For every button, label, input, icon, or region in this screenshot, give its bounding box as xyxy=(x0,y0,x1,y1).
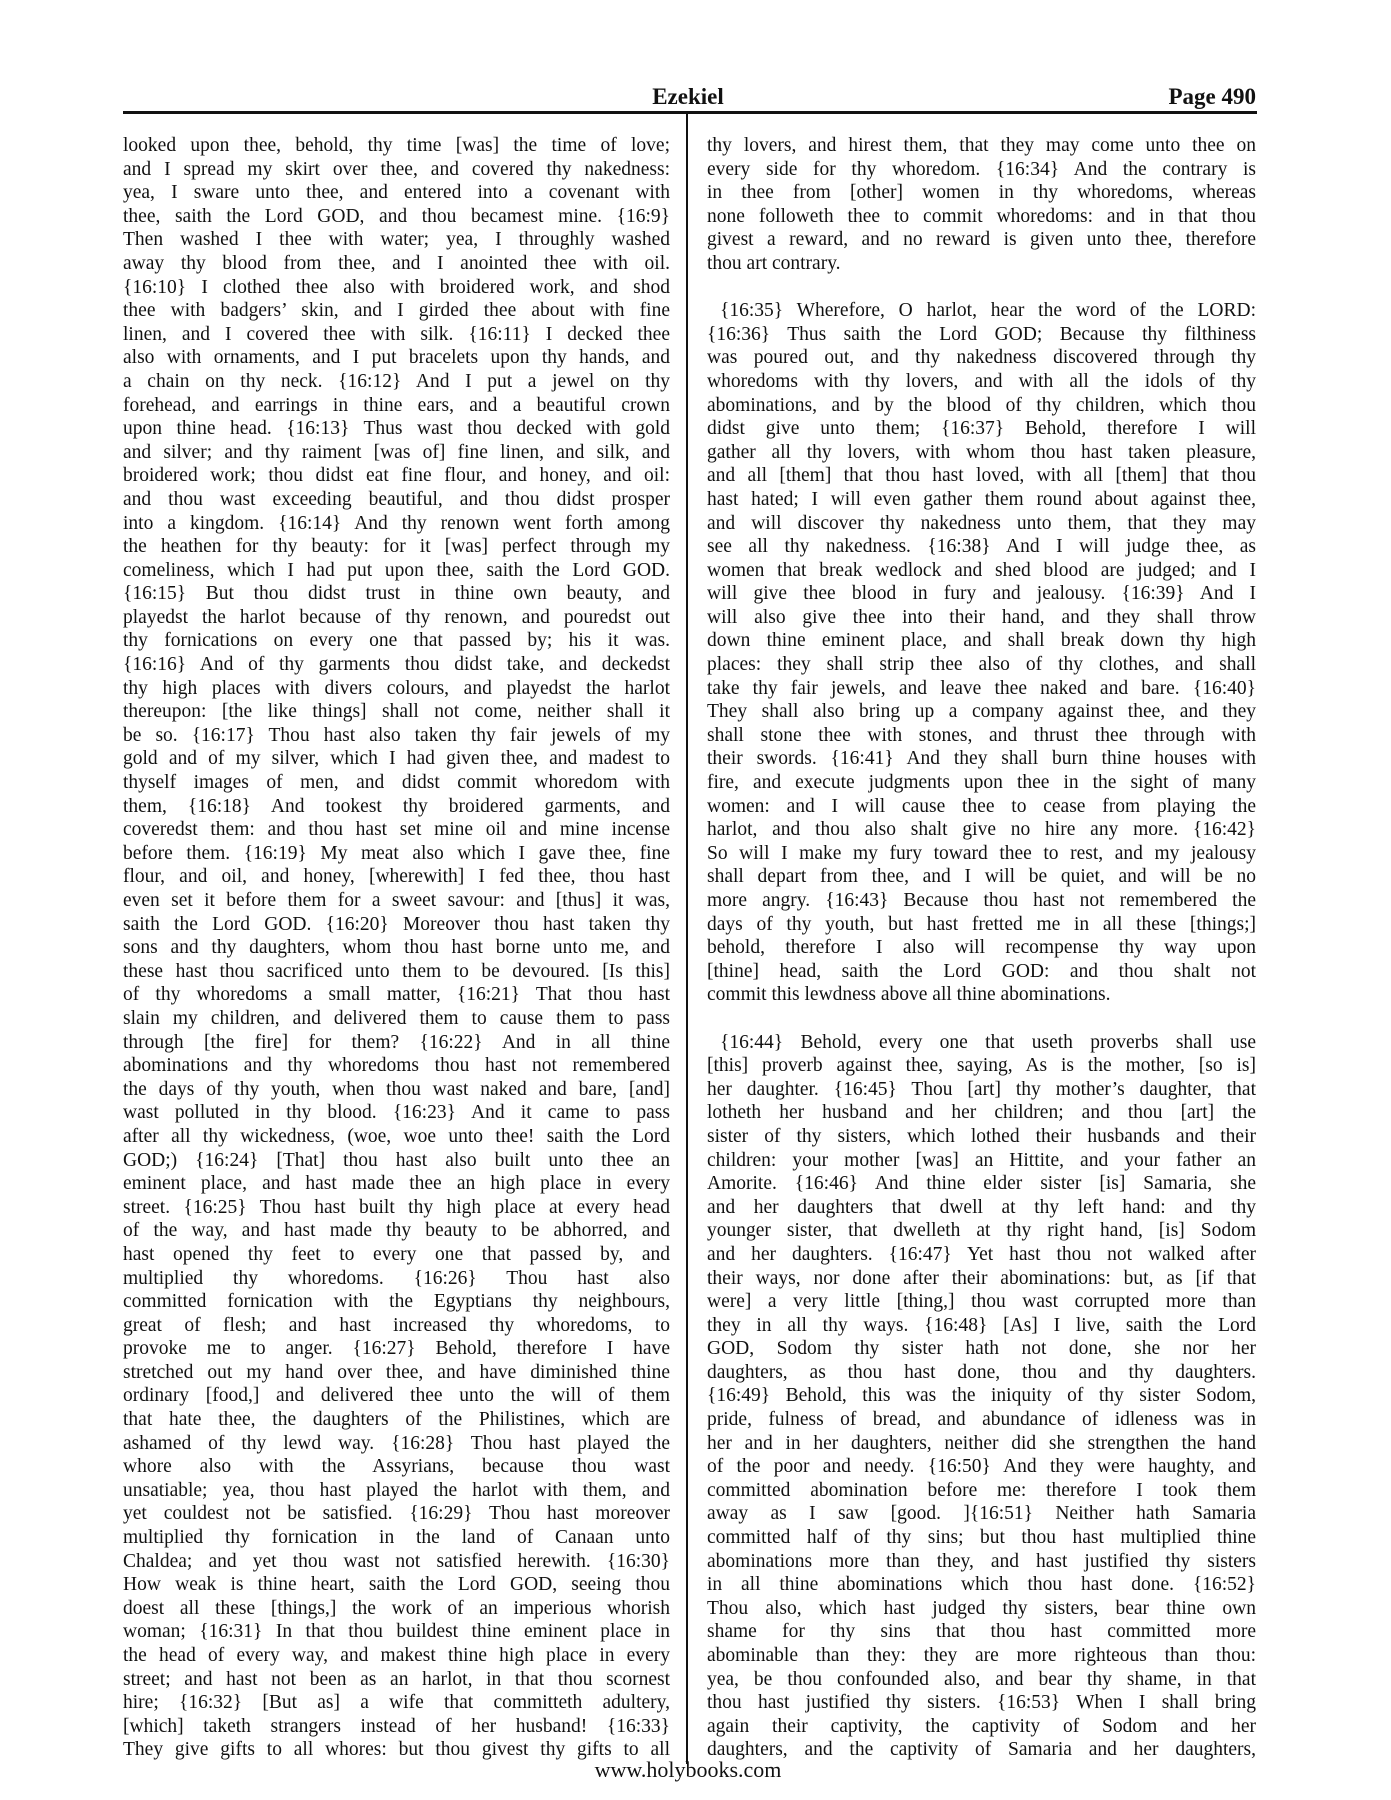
text-line: givest a reward, and no reward is given unto thee, therefore xyxy=(707,229,1256,251)
text-line: thy fornications on every one that passed by; his it was. xyxy=(123,630,670,652)
text-line: the head of every way, and makest thine high place in every xyxy=(123,1645,670,1666)
text-line: every side for thy whoredom. {16:34} And the contrary is xyxy=(707,158,1256,180)
text-line: away thy blood from thee, and I anointed thee with oil. xyxy=(123,252,670,274)
text-line: whore also with the Assyrians, because thou wast xyxy=(123,1456,670,1478)
text-line: [which] taketh strangers instead of her husband! {16:33} xyxy=(123,1715,670,1737)
text-line: the days of thy youth, when thou wast naked and bare, [and] xyxy=(123,1078,670,1100)
text-line: behold, therefore I also will recompense thy way upon xyxy=(707,937,1256,959)
text-line: yea, I sware unto thee, and entered into a covenant with xyxy=(123,182,670,204)
text-line: and I spread my skirt over thee, and covered thy nakedness: xyxy=(123,158,670,180)
text-line: {16:49} Behold, this was the iniquity of thy sister Sodom, xyxy=(707,1385,1256,1407)
text-line: thee, saith the Lord GOD, and thou becamest mine. {16:9} xyxy=(123,205,670,227)
text-line: gold and of my silver, which I had given thee, and madest to xyxy=(123,748,670,770)
book-title: Ezekiel xyxy=(652,84,724,109)
text-line: committed abomination before me: therefore I took them xyxy=(707,1479,1256,1501)
text-line: doest all these [things,] the work of an imperious whorish xyxy=(123,1597,670,1619)
text-line: down thine eminent place, and shall break down thy high xyxy=(707,630,1256,652)
paragraph-gap xyxy=(707,1007,1256,1031)
text-line: through [the fire] for them? {16:22} And in all thine xyxy=(123,1031,670,1053)
text-line: after all thy wickedness, (woe, woe unto thee! saith the Lord xyxy=(123,1125,670,1147)
text-line: even set it before them for a sweet savour: and [thus] it was, xyxy=(123,890,670,911)
text-line: saith the Lord GOD. {16:20} Moreover thou hast taken thy xyxy=(123,913,670,935)
text-line: days of thy youth, but hast fretted me in all these [things;] xyxy=(707,913,1256,935)
text-line: and will discover thy nakedness unto them, that they may xyxy=(707,512,1256,534)
text-line: {16:44} Behold, every one that useth proverbs shall use xyxy=(720,1031,1256,1053)
text-line: lotheth her husband and her children; and thou [art] the xyxy=(707,1102,1256,1124)
text-line: the heathen for thy beauty: for it [was] perfect through my xyxy=(123,536,670,558)
text-line: also with ornaments, and I put bracelets upon thy hands, and xyxy=(123,347,670,369)
text-line: yea, be thou confounded also, and bear thy shame, in that xyxy=(707,1668,1256,1690)
text-line: shame for thy sins that thou hast committed more xyxy=(707,1621,1256,1643)
text-line: linen, and I covered thee with silk. {16:11} I decked thee xyxy=(123,323,670,345)
text-line: shall depart from thee, and I will be quiet, and will be no xyxy=(707,866,1256,888)
text-line: yet couldest not be satisfied. {16:29} Thou hast moreover xyxy=(123,1503,670,1525)
text-line: {16:16} And of thy garments thou didst take, and deckedst xyxy=(123,654,670,676)
text-line: {16:15} But thou didst trust in thine own beauty, and xyxy=(123,583,670,605)
text-line: younger sister, that dwelleth at thy right hand, [is] Sodom xyxy=(707,1220,1256,1242)
text-line: away as I saw [good. ]{16:51} Neither hath Samaria xyxy=(707,1503,1256,1525)
text-line: looked upon thee, behold, thy time [was] the time of love; xyxy=(123,135,670,156)
text-line: {16:36} Thus saith the Lord GOD; Because thy filthiness xyxy=(707,323,1256,345)
text-line: forehead, and earrings in thine ears, and a beautiful crown xyxy=(123,394,670,416)
text-line: playedst the harlot because of thy renown, and pouredst out xyxy=(123,606,670,628)
text-line: street. {16:25} Thou hast built thy high place at every head xyxy=(123,1196,670,1218)
text-line: her daughter. {16:45} Thou [art] thy mother’s daughter, that xyxy=(707,1078,1256,1100)
text-line: How weak is thine heart, saith the Lord GOD, seeing thou xyxy=(123,1574,670,1596)
text-line: {16:10} I clothed thee also with broidered work, and shod xyxy=(123,276,670,298)
text-line: whoredoms with thy lovers, and with all the idols of thy xyxy=(707,370,1256,392)
text-line: and her daughters that dwell at thy left hand: and thy xyxy=(707,1196,1256,1218)
text-line: committed fornication with the Egyptians thy neighbours, xyxy=(123,1291,670,1313)
text-line: their swords. {16:41} And they shall burn thine houses with xyxy=(707,748,1256,770)
text-line: woman; {16:31} In that thou buildest thine eminent place in xyxy=(123,1621,670,1643)
text-line: committed half of thy sins; but thou hast multiplied thine xyxy=(707,1527,1256,1549)
text-line: before them. {16:19} My meat also which I gave thee, fine xyxy=(123,842,670,864)
text-line: again their captivity, the captivity of Sodom and her xyxy=(707,1715,1256,1737)
text-line: thee with badgers’ skin, and I girded thee about with fine xyxy=(123,300,670,322)
text-line: GOD, Sodom thy sister hath not done, she nor her xyxy=(707,1338,1256,1360)
text-line: sister of thy sisters, which lothed their husbands and their xyxy=(707,1125,1256,1147)
text-line: great of flesh; and hast increased thy whoredoms, to xyxy=(123,1314,670,1336)
text-line: Thou also, which hast judged thy sisters, bear thine own xyxy=(707,1597,1256,1619)
text-line: fire, and execute judgments upon thee in the sight of many xyxy=(707,772,1256,794)
text-line: Then washed I thee with water; yea, I throughly washed xyxy=(123,229,670,251)
text-line: GOD;) {16:24} [That] thou hast also built unto thee an xyxy=(123,1149,670,1171)
text-line: sons and thy daughters, whom thou hast borne unto me, and xyxy=(123,937,670,959)
text-line: wast polluted in thy blood. {16:23} And it came to pass xyxy=(123,1102,670,1124)
text-line: provoke me to anger. {16:27} Behold, therefore I have xyxy=(123,1338,670,1360)
text-line: multiplied thy fornication in the land of Canaan unto xyxy=(123,1527,670,1549)
text-line: their ways, nor done after their abominations: but, as [if that xyxy=(707,1267,1256,1289)
text-line: hast hated; I will even gather them round about against thee, xyxy=(707,488,1256,510)
text-line: thereupon: [the like things] shall not come, neither shall it xyxy=(123,701,670,723)
text-line: thy lovers, and hirest them, that they may come unto thee on xyxy=(707,135,1256,156)
text-line: ashamed of thy lewd way. {16:28} Thou hast played the xyxy=(123,1432,670,1454)
text-line: Chaldea; and yet thou wast not satisfied herewith. {16:30} xyxy=(123,1550,670,1572)
text-line: abominable than they: they are more righteous than thou: xyxy=(707,1645,1256,1666)
text-line: thyself images of men, and didst commit whoredom with xyxy=(123,772,670,794)
text-line: shall stone thee with stones, and thrust thee through with xyxy=(707,724,1256,746)
text-line: none followeth thee to commit whoredoms: and in that thou xyxy=(707,205,1256,227)
text-line: thou hast justified thy sisters. {16:53} When I shall bring xyxy=(707,1692,1256,1714)
footer-website: www.holybooks.com xyxy=(594,1757,782,1782)
text-line: more angry. {16:43} Because thou hast not remembered the xyxy=(707,890,1256,911)
text-line: comeliness, which I had put upon thee, saith the Lord GOD. xyxy=(123,559,670,581)
text-line: stretched out my hand over thee, and have diminished thine xyxy=(123,1361,670,1383)
text-line: children: your mother [was] an Hittite, and your father an xyxy=(707,1149,1256,1171)
text-line: thou art contrary. xyxy=(707,252,841,274)
text-line: these hast thou sacrificed unto them to be devoured. [Is this] xyxy=(123,960,670,982)
text-line: be so. {16:17} Thou hast also taken thy fair jewels of my xyxy=(123,724,670,746)
text-line: women that break wedlock and shed blood are judged; and I xyxy=(707,559,1256,581)
text-line: of thy whoredoms a small matter, {16:21} That thou hast xyxy=(123,984,670,1006)
text-line: broidered work; thou didst eat fine flour, and honey, and oil: xyxy=(123,465,670,487)
text-line: pride, fulness of bread, and abundance of idleness was in xyxy=(707,1409,1256,1431)
text-line: So will I make my fury toward thee to rest, and my jealousy xyxy=(707,842,1256,864)
text-line: see all thy nakedness. {16:38} And I will judge thee, as xyxy=(707,536,1256,558)
text-line: Amorite. {16:46} And thine elder sister [is] Samaria, she xyxy=(707,1173,1256,1195)
text-line: and all [them] that thou hast loved, with all [them] that thou xyxy=(707,465,1256,487)
text-line: and her daughters. {16:47} Yet hast thou not walked after xyxy=(707,1243,1256,1265)
text-line: in all thine abominations which thou hast done. {16:52} xyxy=(707,1574,1256,1596)
header-rule xyxy=(123,111,1257,114)
text-line: in thee from [other] women in thy whoredoms, whereas xyxy=(707,182,1256,204)
column-divider xyxy=(686,114,688,1764)
text-line: ordinary [food,] and delivered thee unto the will of them xyxy=(123,1385,670,1407)
text-line: [thine] head, saith the Lord GOD: and thou shalt not xyxy=(707,960,1256,982)
text-line: of the poor and needy. {16:50} And they were haughty, and xyxy=(707,1456,1256,1478)
text-line: that hate thee, the daughters of the Philistines, which are xyxy=(123,1409,670,1431)
text-line: women: and I will cause thee to cease from playing the xyxy=(707,795,1256,817)
text-line: commit this lewdness above all thine abominations. xyxy=(707,984,1111,1006)
text-line: daughters, and the captivity of Samaria and her daughters, xyxy=(707,1739,1256,1761)
text-line: street; and hast not been as an harlot, in that thou scornest xyxy=(123,1668,670,1690)
text-line: were] a very little [thing,] thou wast corrupted more than xyxy=(707,1291,1256,1313)
text-line: abominations more than they, and hast justified thy sisters xyxy=(707,1550,1256,1572)
text-line: upon thine head. {16:13} Thus wast thou decked with gold xyxy=(123,418,670,440)
text-line: slain my children, and delivered them to cause them to pass xyxy=(123,1007,670,1029)
text-line: will also give thee into their hand, and they shall throw xyxy=(707,606,1256,628)
text-line: a chain on thy neck. {16:12} And I put a jewel on thy xyxy=(123,370,670,392)
text-line: take thy fair jewels, and leave thee naked and bare. {16:40} xyxy=(707,677,1256,699)
text-line: them, {16:18} And tookest thy broidered garments, and xyxy=(123,795,670,817)
text-line: of the way, and hast made thy beauty to be abhorred, and xyxy=(123,1220,670,1242)
page-number: Page 490 xyxy=(1168,84,1256,109)
text-line: abominations and thy whoredoms thou hast not remembered xyxy=(123,1055,670,1077)
paragraph-gap xyxy=(707,276,1256,300)
text-line: and thou wast exceeding beautiful, and thou didst prosper xyxy=(123,488,670,510)
text-line: {16:35} Wherefore, O harlot, hear the word of the LORD: xyxy=(720,300,1256,322)
text-line: coveredst them: and thou hast set mine oil and mine incense xyxy=(123,819,670,841)
text-line: places: they shall strip thee also of thy clothes, and shall xyxy=(707,654,1256,676)
text-line: thy high places with divers colours, and playedst the harlot xyxy=(123,677,670,699)
text-line: they in all thy ways. {16:48} [As] I live, saith the Lord xyxy=(707,1314,1256,1336)
text-line: harlot, and thou also shalt give no hire any more. {16:42} xyxy=(707,819,1256,841)
text-line: [this] proverb against thee, saying, As is the mother, [so is] xyxy=(707,1055,1256,1077)
right-column xyxy=(707,134,1256,1762)
text-line: They shall also bring up a company against thee, and they xyxy=(707,701,1256,723)
text-line: didst give unto them; {16:37} Behold, therefore I will xyxy=(707,418,1256,440)
left-column xyxy=(123,134,670,1762)
text-line: hire; {16:32} [But as] a wife that committeth adultery, xyxy=(123,1692,670,1714)
text-line: They give gifts to all whores: but thou givest thy gifts to all xyxy=(123,1739,670,1761)
text-line: unsatiable; yea, thou hast played the harlot with them, and xyxy=(123,1479,670,1501)
text-line: multiplied thy whoredoms. {16:26} Thou hast also xyxy=(123,1267,670,1289)
text-line: her and in her daughters, neither did she strengthen the hand xyxy=(707,1432,1256,1454)
text-line: eminent place, and hast made thee an high place in every xyxy=(123,1173,670,1195)
text-line: abominations, and by the blood of thy children, which thou xyxy=(707,394,1256,416)
text-line: gather all thy lovers, with whom thou hast taken pleasure, xyxy=(707,441,1256,463)
text-line: and silver; and thy raiment [was of] fine linen, and silk, and xyxy=(123,441,670,463)
text-line: was poured out, and thy nakedness discovered through thy xyxy=(707,347,1256,369)
text-line: daughters, as thou hast done, thou and thy daughters. xyxy=(707,1361,1256,1383)
text-line: flour, and oil, and honey, [wherewith] I fed thee, thou hast xyxy=(123,866,670,888)
text-line: into a kingdom. {16:14} And thy renown went forth among xyxy=(123,512,670,534)
text-line: hast opened thy feet to every one that passed by, and xyxy=(123,1243,670,1265)
text-line: will give thee blood in fury and jealousy. {16:39} And I xyxy=(707,583,1256,605)
